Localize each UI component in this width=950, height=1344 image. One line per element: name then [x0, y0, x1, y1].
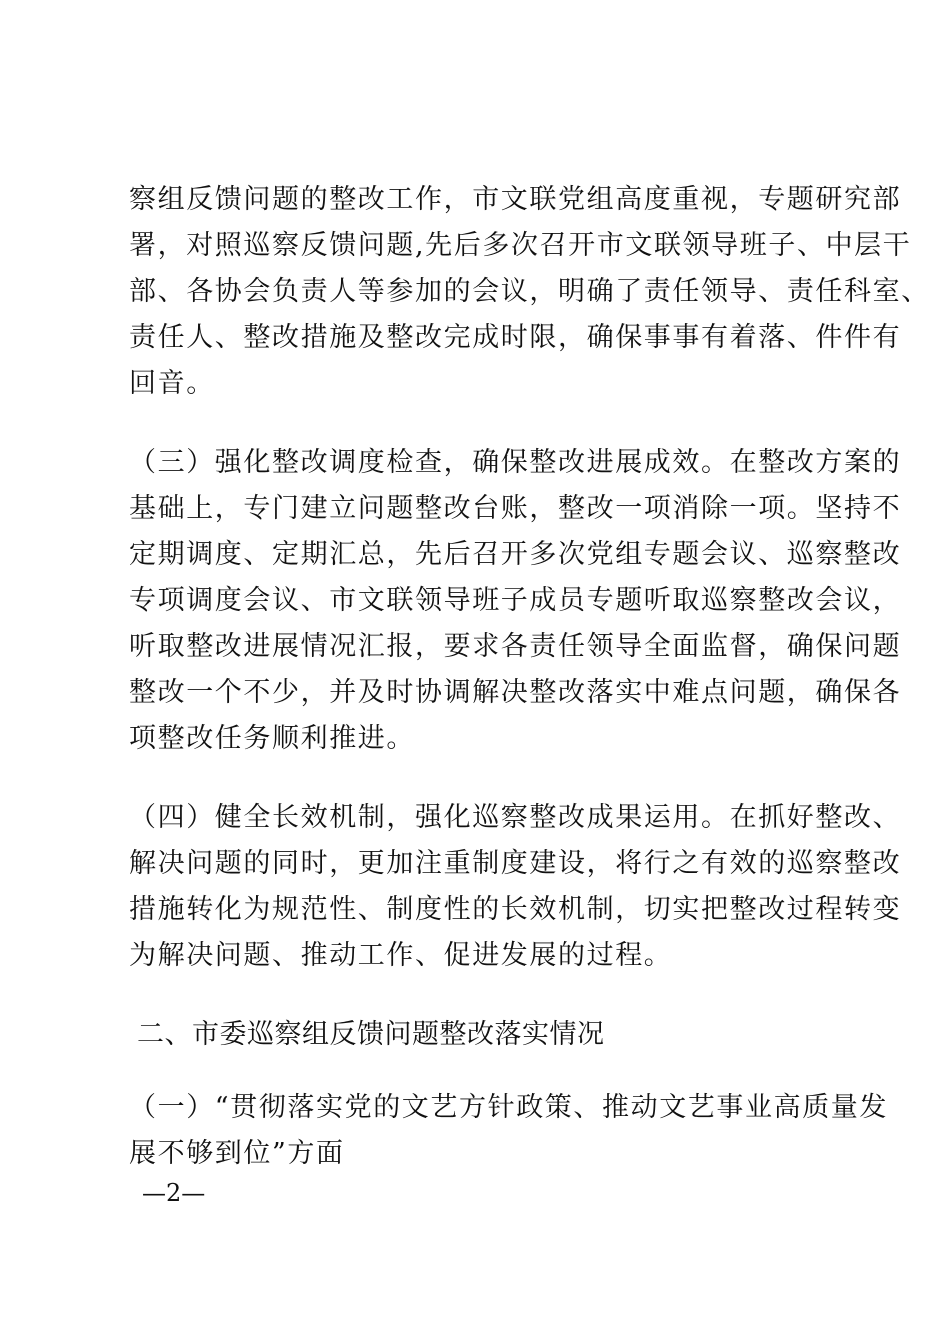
paragraph-line: 部、各协会负责人等参加的会议，明确了责任领导、责任科室、	[129, 276, 930, 307]
paragraph-line: 解决问题的同时，更加注重制度建设，将行之有效的巡察整改	[129, 848, 902, 879]
paragraph-line: 措施转化为规范性、制度性的长效机制，切实把整改过程转变	[129, 894, 902, 925]
section-heading: 二、市委巡察组反馈问题整改落实情况	[137, 1019, 605, 1050]
paragraph-line: 察组反馈问题的整改工作，市文联党组高度重视，专题研究部	[129, 184, 902, 215]
paragraph-line: 署，对照巡察反馈问题,先后多次召开市文联领导班子、中层干	[129, 230, 912, 261]
paragraph-line: （四）健全长效机制，强化巡察整改成果运用。在抓好整改、	[129, 802, 902, 833]
paragraph-line: 回音。	[129, 368, 215, 399]
paragraph-line: 责任人、整改措施及整改完成时限，确保事事有着落、件件有	[129, 322, 902, 353]
paragraph-line: 展不够到位”方面	[129, 1138, 345, 1169]
paragraph-line: 定期调度、定期汇总，先后召开多次党组专题会议、巡察整改	[129, 539, 902, 570]
paragraph-line: 基础上，专门建立问题整改台账，整改一项消除一项。坚持不	[129, 493, 902, 524]
paragraph-line: 整改一个不少，并及时协调解决整改落实中难点问题，确保各	[129, 677, 902, 708]
paragraph-line: 项整改任务顺利推进。	[129, 723, 415, 754]
paragraph-line: 专项调度会议、市文联领导班子成员专题听取巡察整改会议，	[129, 585, 902, 616]
paragraph-line: 为解决问题、推动工作、促进发展的过程。	[129, 940, 673, 971]
paragraph-line: （一）“贯彻落实党的文艺方针政策、推动文艺事业高质量发	[129, 1092, 889, 1123]
paragraph-line: （三）强化整改调度检查，确保整改进展成效。在整改方案的	[129, 447, 902, 478]
paragraph-line: 听取整改进展情况汇报，要求各责任领导全面监督，确保问题	[129, 631, 902, 662]
page-number: —2—	[142, 1179, 206, 1207]
